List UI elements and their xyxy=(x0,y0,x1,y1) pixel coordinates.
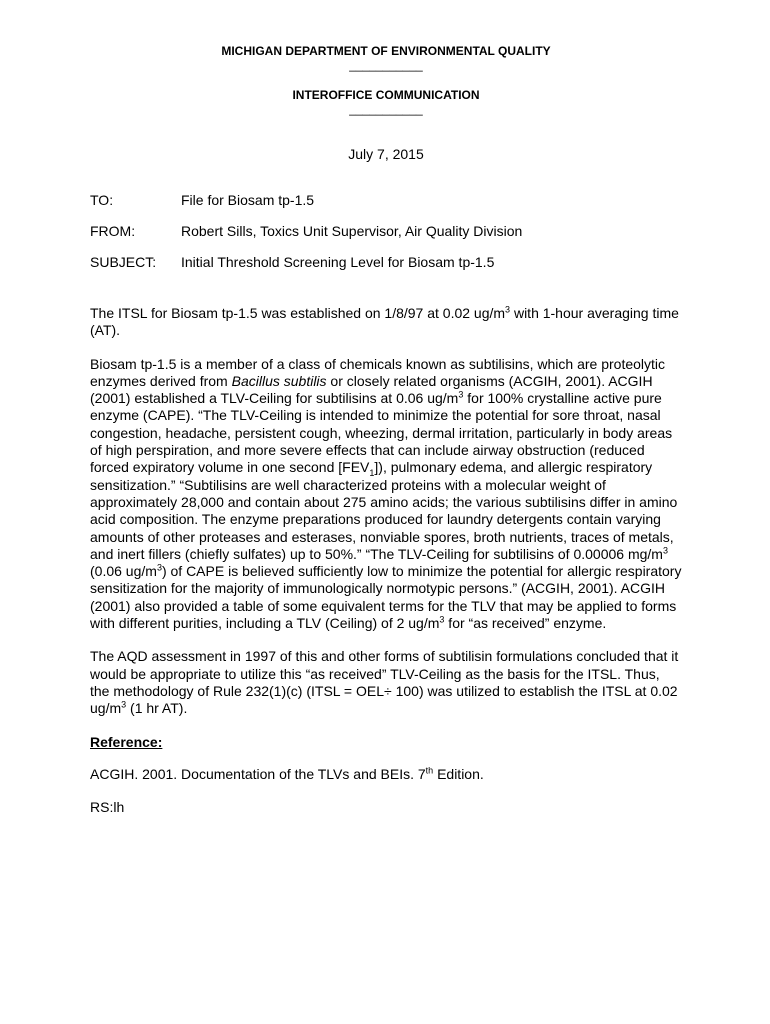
p1-text-a: The ITSL for Biosam tp-1.5 was established on 1/8/97 at 0.02 ug/m xyxy=(90,305,506,321)
paragraph-subtilisins xyxy=(90,356,682,633)
from-value: Robert Sills, Toxics Unit Supervisor, Air Quality Division xyxy=(181,223,523,239)
p2-sup2: 3 xyxy=(662,545,668,556)
memo-page xyxy=(90,44,682,816)
heading-rule: ___________ xyxy=(349,58,423,72)
to-label: TO: xyxy=(90,192,114,208)
p2-text-a: Biosam tp-1.5 is a member of a class of chemicals known as subtilisins, which are proteolytic enzymes derived from xyxy=(90,355,666,389)
p2-text-c: for 100% crystalline active pure enzyme (CAPE). “The TLV-Ceiling is intended to minimize the potential for sore throat, nasal congestion, headache, persistent cough, wheezing, dermal irritation, particularly in body areas of high perspiration, and more severe effects that can include airway obstruction (reduced forced expiratory volume in one second [FEV xyxy=(90,390,673,476)
p2-text-d: ]), pulmonary edema, and allergic respiratory sensitization.” “Subtilisins are well characterized proteins with a molecular weight of approximately 28,000 and contain about 275 amino acids; the various subtilisins differ in amino acid composition. The enzyme preparations produced for laundry detergents contain varying amounts of other proteases and esterases, nonviable spores, broth nutrients, traces of metals, and inert fillers (chiefly sulfates) up to 50%.” “The TLV-Ceiling for subtilisins of 0.00006 mg/m xyxy=(90,459,678,562)
p2-sub: 1 xyxy=(369,468,375,479)
p2-text-b: or closely related organisms (ACGIH, 2001). ACGIH (2001) established a TLV-Ceiling for subtilisins at 0.06 ug/m xyxy=(90,372,653,407)
p3-sup: 3 xyxy=(121,699,127,710)
memo-date: July 7, 2015 xyxy=(348,146,424,162)
memo-to-row xyxy=(90,192,682,208)
p1-text-b: with 1-hour averaging time (AT). xyxy=(90,305,679,339)
from-label: FROM: xyxy=(90,223,136,239)
paragraph-assessment xyxy=(90,648,682,717)
p2-italic: Bacillus subtilis xyxy=(231,372,327,389)
p3-text-b: (1 hr AT). xyxy=(126,700,188,717)
p2-text-f: ) of CAPE is believed sufficiently low to minimize the potential for allergic respiratory sensitization for the majority of immunologically normotypic persons.” (ACGIH, 2001). ACGIH (2001) also provided a table of some equivalent terms for the TLV that may be applied to forms with different purities, including a TLV (Ceiling) of 2 ug/m xyxy=(90,563,682,632)
p2-sup4: 3 xyxy=(439,614,445,625)
memo-subject-row xyxy=(90,254,682,270)
to-value: File for Biosam tp-1.5 xyxy=(181,192,315,208)
type-rule: ___________ xyxy=(349,102,423,116)
p2-text-e: (0.06 ug/m xyxy=(90,563,157,580)
ref-sup: th xyxy=(425,764,434,775)
subject-label: SUBJECT: xyxy=(90,254,157,270)
communication-type: INTEROFFICE COMMUNICATION xyxy=(292,88,480,102)
p1-sup: 3 xyxy=(505,304,511,315)
subject-value: Initial Threshold Screening Level for Biosam tp-1.5 xyxy=(181,254,495,270)
p2-text-g: for “as received” enzyme. xyxy=(444,615,607,632)
p2-sup3: 3 xyxy=(156,562,162,573)
agency-heading: MICHIGAN DEPARTMENT OF ENVIRONMENTAL QUALITY xyxy=(221,44,551,58)
paragraph-itsl xyxy=(90,305,682,340)
reference-heading: Reference: xyxy=(90,733,163,750)
memo-from-row xyxy=(90,223,682,239)
initials: RS:lh xyxy=(90,798,125,815)
ref-text-a: ACGIH. 2001. Documentation of the TLVs and BEIs. 7 xyxy=(90,765,426,782)
reference-entry xyxy=(90,766,682,783)
ref-text-b: Edition. xyxy=(433,765,484,782)
p3-text-a: The AQD assessment in 1997 of this and other forms of subtilisin formulations concluded that it would be appropriate to utilize this “as received” TLV-Ceiling as the basis for the ITSL. Thus, the methodology of Rule 232(1)(c) (ITSL = OEL÷ 100) was utilized to establish the ITSL at 0.02 ug/m xyxy=(90,648,679,717)
p2-sup1: 3 xyxy=(458,389,464,400)
